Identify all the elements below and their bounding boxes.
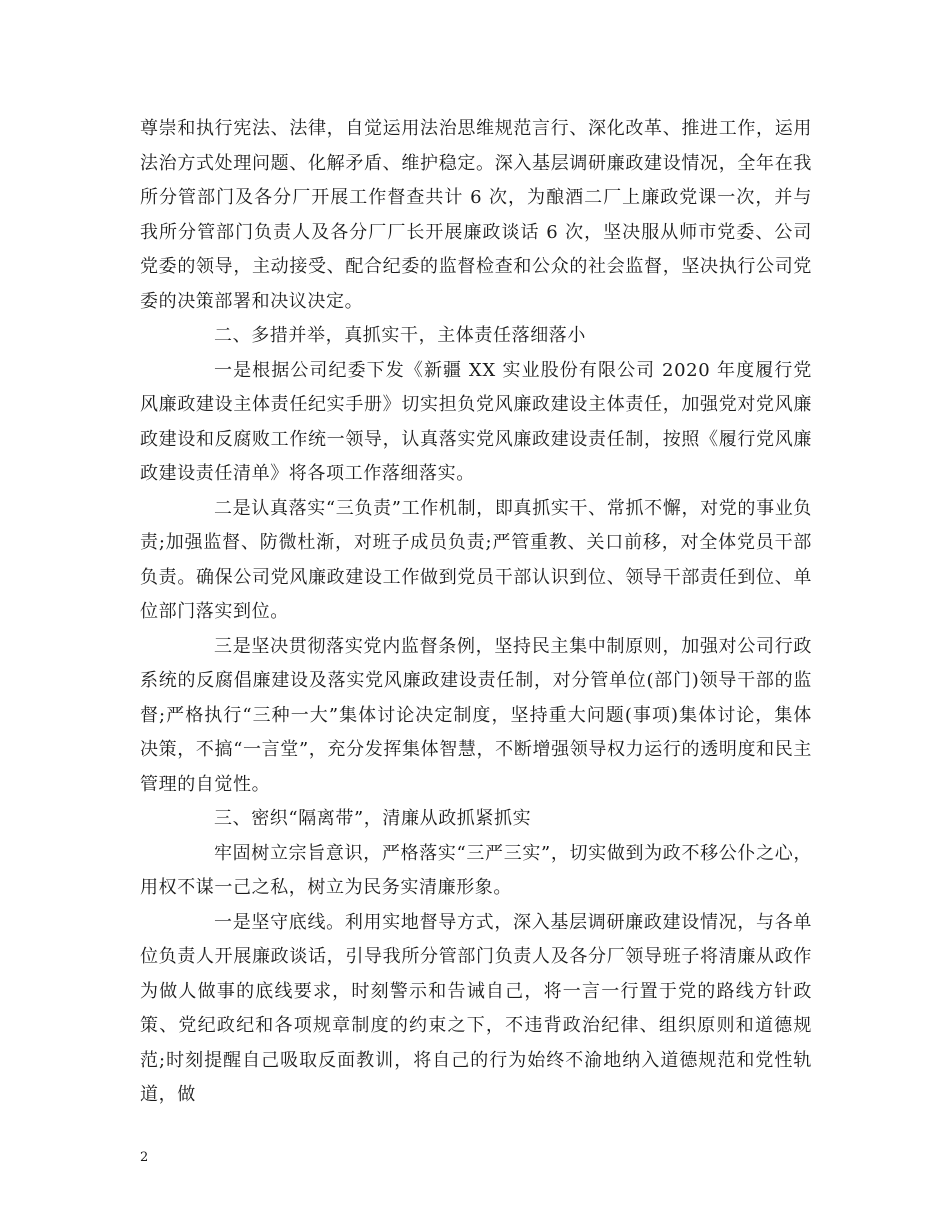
document-body <box>140 112 812 1113</box>
paragraph-continuation: 尊崇和执行宪法、法律，自觉运用法治思维规范言行、深化改革、推进工作，运用法治方式处理问题、化解矛盾、维护稳定。深入基层调研廉政建设情况，全年在我所分管部门及各分厂开展工作督查共计 6 次，为酿酒二厂上廉政党课一次，并与我所分管部门负责人及各分厂厂长开展廉政谈话 6 次，坚决服从师市党委、公司党委的领导，主动接受、配合纪委的监督检查和公众的社会监督，坚决执行公司党委的决策部署和决议决定。 <box>140 118 812 312</box>
paragraph-intro: 牢固树立宗旨意识，严格落实“三严三实”，切实做到为政不移公仆之心，用权不谋一己之私，树立为民务实清廉形象。 <box>140 842 812 898</box>
paragraph-measure-1: 一是根据公司纪委下发《新疆 XX 实业股份有限公司 2020 年度履行党风廉政建设主体责任纪实手册》切实担负党风廉政建设主体责任，加强党对党风廉政建设和反腐败工作统一领导，认真落实党风廉政建设责任制，按照《履行党风廉政建设责任清单》将各项工作落细落实。 <box>140 359 812 484</box>
page-number: 2 <box>140 1150 149 1165</box>
paragraph-measure-3: 三是坚决贯彻落实党内监督条例，坚持民主集中制原则，加强对公司行政系统的反腐倡廉建设及落实党风廉政建设责任制，对分管单位(部门)领导干部的监督;严格执行“三种一大”集体讨论决定制度，坚持重大问题(事项)集体讨论，集体决策，不搞“一言堂”，充分发挥集体智慧，不断增强领导权力运行的透明度和民主管理的自觉性。 <box>140 635 812 795</box>
section-heading-3: 三、密织“隔离带”，清廉从政抓紧抓实 <box>214 808 532 829</box>
section-heading-2: 二、多措并举，真抓实干，主体责任落细落小 <box>214 325 586 346</box>
paragraph-measure-2: 二是认真落实“三负责”工作机制，即真抓实干、常抓不懈，对党的事业负责;加强监督、防微杜渐，对班子成员负责;严管重教、关口前移，对全体党员干部负责。确保公司党风廉政建设工作做到党员干部认识到位、领导干部责任到位、单位部门落实到位。 <box>140 497 812 622</box>
paragraph-bottom-line: 一是坚守底线。利用实地督导方式，深入基层调研廉政建设情况，与各单位负责人开展廉政谈话，引导我所分管部门负责人及各分厂领导班子将清廉从政作为做人做事的底线要求，时刻警示和告诫自己，将一言一行置于党的路线方针政策、党纪政纪和各项规章制度的约束之下，不违背政治纪律、组织原则和道德规范;时刻提醒自己吸取反面教训，将自己的行为始终不渝地纳入道德规范和党性轨道，做 <box>140 911 812 1105</box>
